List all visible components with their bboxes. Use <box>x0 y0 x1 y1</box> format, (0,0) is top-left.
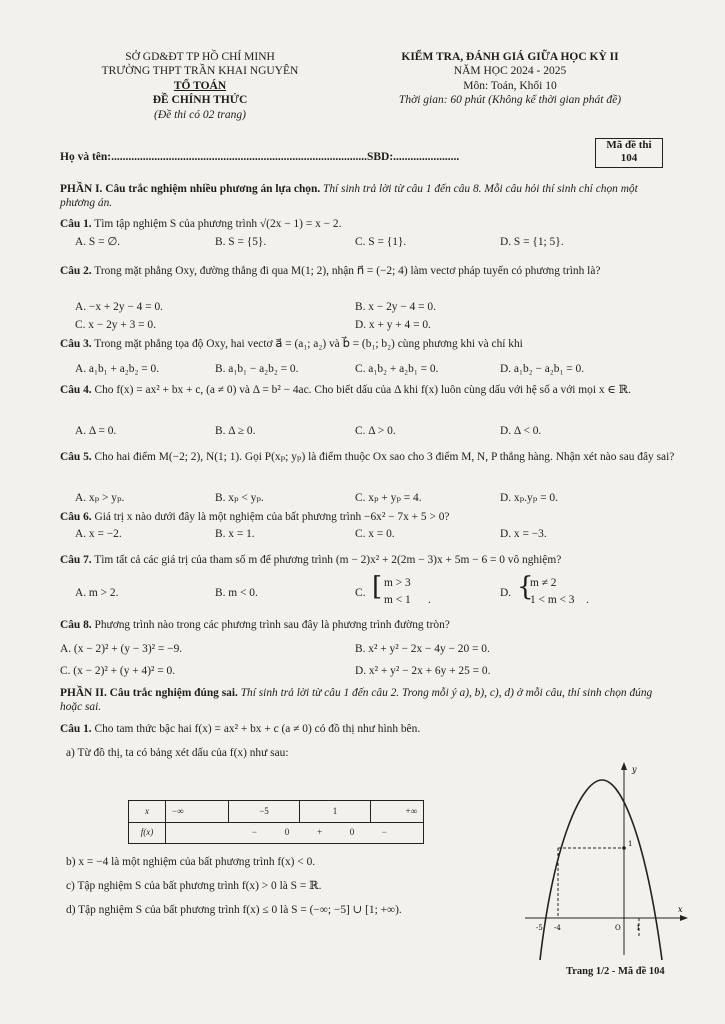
p2-question-1 <box>60 722 680 736</box>
q1-option-d: D. S = {1; 5}. <box>500 236 564 248</box>
q7-c-line2: m < 1 <box>384 594 411 606</box>
p2q1-statement-b: b) x = −4 là một nghiệm của bất phương trình f(x) < 0. <box>66 856 316 868</box>
q4-option-c: C. Δ > 0. <box>355 425 396 437</box>
intercept-point <box>622 846 626 850</box>
q7-option-d <box>500 586 511 600</box>
tick-origin: O <box>615 924 621 932</box>
sign-cell: − <box>252 827 258 838</box>
school-year: NĂM HỌC 2024 - 2025 <box>453 65 567 78</box>
q8-option-c: C. (x − 2)² + (y + 4)² = 0. <box>60 665 176 677</box>
question-label: Câu 3. <box>60 338 92 350</box>
question-label: Câu 4. <box>60 384 92 396</box>
tick-1: 1 <box>636 924 641 932</box>
sign-cell: −∞ <box>166 801 229 823</box>
official-label: ĐỀ CHÍNH THỨC <box>152 94 248 107</box>
question-label: Câu 1. <box>60 218 92 230</box>
question-7 <box>60 553 680 567</box>
sign-cell: 0 <box>284 827 290 838</box>
exam-code-label: Mã đề thi <box>606 139 652 151</box>
exam-code: 104 <box>620 152 638 164</box>
q7-d-line1: m ≠ 2 <box>530 577 557 589</box>
header-left <box>60 50 340 122</box>
question-label: Câu 1. <box>60 723 92 735</box>
part1-instructions: Thí sinh trả lời từ câu 1 đến câu 8. Mỗi câu hỏi thí sinh chỉ chọn một phương án. <box>60 183 638 210</box>
x-axis-arrow-icon <box>680 915 688 921</box>
tick-m5: -5 <box>536 924 543 932</box>
q3-option-d: D. a₁b₂ − a₂b₁ = 0. <box>500 363 585 375</box>
question-5 <box>60 450 675 464</box>
part1-title: PHẦN I. Câu trắc nghiệm nhiều phương án lựa chọn. <box>60 183 321 195</box>
question-label: Câu 7. <box>60 554 92 566</box>
question-text: Trong mặt phẳng Oxy, đường thẳng đi qua M(1; 2), nhận n⃗ = (−2; 4) làm vectơ pháp tuyến có phương trình là? <box>91 265 601 277</box>
sign-cell: + <box>316 827 323 838</box>
q8-option-a: A. (x − 2)² + (y − 3)² = −9. <box>60 643 183 655</box>
q5-option-c: C. xₚ + yₚ = 4. <box>355 492 422 504</box>
q2-option-b: B. x − 2y − 4 = 0. <box>355 301 436 313</box>
subject: Môn: Toán, Khối 10 <box>463 79 557 92</box>
q7-c-bracket-icon: [ <box>372 572 383 602</box>
question-8 <box>60 618 680 632</box>
question-6 <box>60 510 680 524</box>
sign-cell: −5 <box>229 801 300 823</box>
question-label: Câu 5. <box>60 451 92 463</box>
sign-row-values <box>166 822 424 844</box>
tick-m4: -4 <box>554 924 561 932</box>
sign-table-row-f <box>129 822 424 844</box>
q7-c-line1: m > 3 <box>384 577 411 589</box>
student-name-line: Họ và tên:.........................................................................................SBD:....................... <box>60 151 460 163</box>
q8-option-b: B. x² + y² − 2x − 4y − 20 = 0. <box>355 643 490 655</box>
tick-level: 1 <box>628 840 633 848</box>
y-axis-label: y <box>632 765 637 774</box>
p2q1-statement-a: a) Từ đồ thị, ta có bảng xét dấu của f(x) như sau: <box>66 747 289 759</box>
part2-instructions: Thí sinh trả lời từ câu 1 đến câu 2. Trong mỗi ý a), b), c), d) ở mỗi câu, thí sinh chọn đúng hoặc sai. <box>60 687 653 714</box>
exam-code-box <box>595 138 663 168</box>
question-text: Tìm tập nghiệm S của phương trình √(2x − 1) = x − 2. <box>91 218 342 230</box>
option-letter: D. <box>500 587 512 599</box>
part2-heading <box>60 686 675 715</box>
sign-table <box>128 800 424 844</box>
q4-option-b: B. Δ ≥ 0. <box>215 425 256 437</box>
sign-cell: f(x) <box>129 822 166 844</box>
q7-d-end: . <box>586 594 589 606</box>
q5-option-d: D. xₚ.yₚ = 0. <box>500 492 558 504</box>
q7-option-c <box>355 586 365 600</box>
p2q1-statement-d: d) Tập nghiệm S của bất phương trình f(x) ≤ 0 là S = (−∞; −5] ∪ [1; +∞). <box>66 904 402 916</box>
question-text: Phương trình nào trong các phương trình sau đây là phương trình đường tròn? <box>91 619 450 631</box>
exam-title: KIỂM TRA, ĐÁNH GIÁ GIỮA HỌC KỲ II <box>401 51 619 63</box>
question-1 <box>60 217 680 231</box>
parabola-graph <box>520 760 690 960</box>
question-text: Giá trị x nào dưới đây là một nghiệm của bất phương trình −6x² − 7x + 5 > 0? <box>91 511 450 523</box>
question-2 <box>60 264 675 278</box>
question-text: Cho hai điểm M(−2; 2), N(1; 1). Gọi P(xₚ; yₚ) là điểm thuộc Ox sao cho 3 điểm M, N, P thẳng hàng. Nhận xét nào sau đây sai? <box>91 451 675 463</box>
header-right <box>355 50 665 108</box>
school-name: TRƯỜNG THPT TRẦN KHAI NGUYÊN <box>101 65 299 78</box>
y-axis-arrow-icon <box>621 762 627 770</box>
sign-table-row-x <box>129 801 424 823</box>
part2-title: PHẦN II. Câu trắc nghiệm đúng sai. <box>60 687 238 699</box>
department: SỞ GD&ĐT TP HỒ CHÍ MINH <box>125 51 275 63</box>
time-note: Thời gian: 60 phút (Không kể thời gian phát đề) <box>398 94 622 107</box>
q6-option-a: A. x = −2. <box>75 528 122 540</box>
q3-option-b: B. a₁b₁ − a₂b₂ = 0. <box>215 363 299 375</box>
q2-option-d: D. x + y + 4 = 0. <box>355 319 431 331</box>
q1-option-a: A. S = ∅. <box>75 236 121 248</box>
q7-option-a: A. m > 2. <box>75 587 119 599</box>
q3-option-c: C. a₁b₂ + a₂b₁ = 0. <box>355 363 439 375</box>
q7-option-b: B. m < 0. <box>215 587 258 599</box>
q3-option-a: A. a₁b₁ + a₂b₂ = 0. <box>75 363 160 375</box>
sign-cell: 0 <box>349 827 355 838</box>
q1-option-b: B. S = {5}. <box>215 236 267 248</box>
part1-heading <box>60 182 675 211</box>
page-footer: Trang 1/2 - Mã đề 104 <box>566 966 665 977</box>
q6-option-b: B. x = 1. <box>215 528 255 540</box>
question-label: Câu 6. <box>60 511 92 523</box>
q6-option-d: D. x = −3. <box>500 528 547 540</box>
q6-option-c: C. x = 0. <box>355 528 395 540</box>
sign-cell: 1 <box>300 801 371 823</box>
option-letter: C. <box>355 587 366 599</box>
question-text: Cho f(x) = ax² + bx + c, (a ≠ 0) và Δ = b² − 4ac. Cho biết dấu của Δ khi f(x) luôn cùng dấu với hệ số a với mọi x ∈ ℝ. <box>91 384 631 396</box>
question-text: Trong mặt phẳng tọa độ Oxy, hai vectơ a⃗ = (a₁; a₂) và b⃗ = (b₁; b₂) cùng phương khi và chỉ khi <box>91 338 523 350</box>
q1-option-c: C. S = {1}. <box>355 236 407 248</box>
question-4 <box>60 383 675 397</box>
q5-option-a: A. xₚ > yₚ. <box>75 492 125 504</box>
q7-c-end: . <box>428 594 431 606</box>
question-3 <box>60 337 680 351</box>
sign-cell: − <box>381 827 387 838</box>
q2-option-a: A. −x + 2y − 4 = 0. <box>75 301 164 313</box>
x-axis-label: x <box>678 905 683 914</box>
p2q1-statement-c: c) Tập nghiệm S của bất phương trình f(x) > 0 là S = ℝ. <box>66 880 322 892</box>
sign-cell: x <box>129 801 166 823</box>
q4-option-d: D. Δ < 0. <box>500 425 542 437</box>
q2-option-c: C. x − 2y + 3 = 0. <box>75 319 156 331</box>
q7-d-brace-icon: { <box>517 572 534 602</box>
q4-option-a: A. Δ = 0. <box>75 425 117 437</box>
q8-option-d: D. x² + y² − 2x + 6y + 25 = 0. <box>355 665 491 677</box>
q7-d-line2: 1 < m < 3 <box>530 594 575 606</box>
group-name: TỔ TOÁN <box>173 79 227 92</box>
page-count-note: (Đề thi có 02 trang) <box>154 108 246 121</box>
question-label: Câu 8. <box>60 619 92 631</box>
question-text: Cho tam thức bậc hai f(x) = ax² + bx + c (a ≠ 0) có đồ thị như hình bên. <box>91 723 421 735</box>
question-label: Câu 2. <box>60 265 92 277</box>
q5-option-b: B. xₚ < yₚ. <box>215 492 264 504</box>
sign-cell: +∞ <box>371 801 424 823</box>
question-text: Tìm tất cả các giá trị của tham số m để phương trình (m − 2)x² + 2(2m − 3)x + 5m − 6 = 0 vô nghiệm? <box>91 554 562 566</box>
